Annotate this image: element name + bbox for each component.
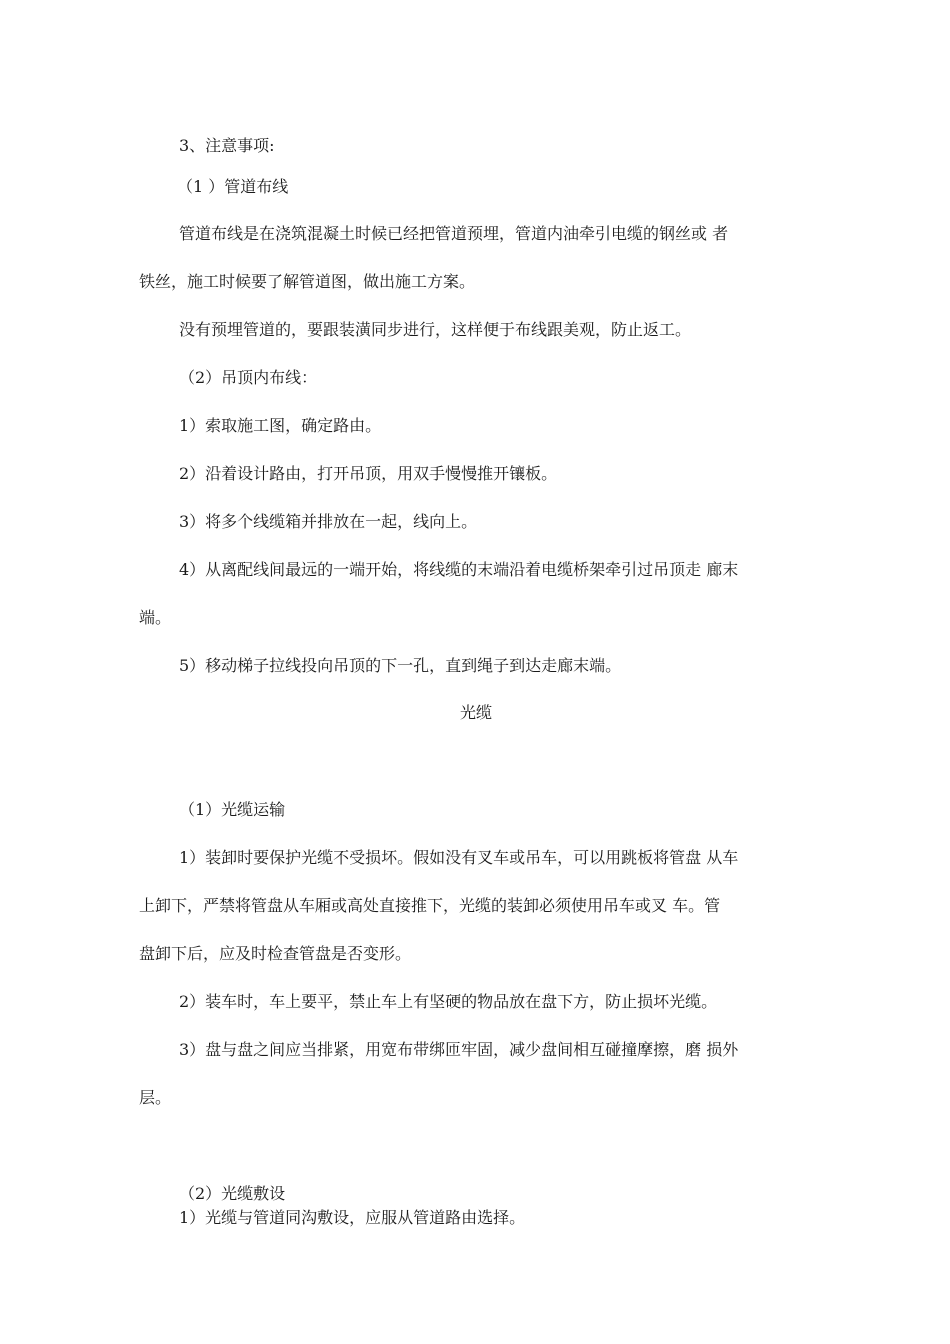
- list-item: 3）将多个线缆箱并排放在一起，线向上。: [179, 512, 478, 531]
- section-title: 光缆: [460, 703, 493, 722]
- list-item: 1）光缆与管道同沟敷设，应服从管道路由选择。: [179, 1208, 526, 1227]
- list-item: 1）装卸时要保护光缆不受损坏。假如没有叉车或吊车，可以用跳板将管盘 从车: [179, 848, 739, 867]
- subsection-heading: （1）光缆运输: [179, 800, 286, 819]
- list-item: 3）盘与盘之间应当排紧，用宽布带绑匝牢固，减少盘间相互碰撞摩擦，磨 损外: [179, 1040, 739, 1059]
- subsection-heading: （1 ）管道布线: [177, 177, 289, 196]
- paragraph-line: 管道布线是在浇筑混凝土时候已经把管道预埋，管道内油牵引电缆的钢丝或 者: [179, 224, 729, 243]
- list-item-continuation: 上卸下，严禁将管盘从车厢或高处直接推下，光缆的装卸必须使用吊车或叉 车。管: [139, 896, 721, 915]
- paragraph-line: 铁丝，施工时候要了解管道图，做出施工方案。: [139, 272, 476, 291]
- section-heading: 3、注意事项:: [179, 136, 275, 155]
- paragraph: 没有预埋管道的，要跟装潢同步进行，这样便于布线跟美观，防止返工。: [179, 320, 692, 339]
- list-item: 4）从离配线间最远的一端开始，将线缆的末端沿着电缆桥架牵引过吊顶走 廊末: [179, 560, 739, 579]
- list-item-continuation: 盘卸下后，应及时检查管盘是否变形。: [139, 944, 412, 963]
- subsection-heading: （2）吊顶内布线：: [179, 368, 318, 387]
- list-item-continuation: 层。: [139, 1088, 172, 1107]
- subsection-heading: （2）光缆敷设: [179, 1184, 286, 1203]
- list-item-continuation: 端。: [139, 608, 172, 627]
- list-item: 2）装车时，车上要平，禁止车上有坚硬的物品放在盘下方，防止损坏光缆。: [179, 992, 718, 1011]
- list-item: 1）索取施工图，确定路由。: [179, 416, 382, 435]
- list-item: 2）沿着设计路由，打开吊顶，用双手慢慢推开镶板。: [179, 464, 558, 483]
- list-item: 5）移动梯子拉线投向吊顶的下一孔，直到绳子到达走廊末端。: [179, 656, 622, 675]
